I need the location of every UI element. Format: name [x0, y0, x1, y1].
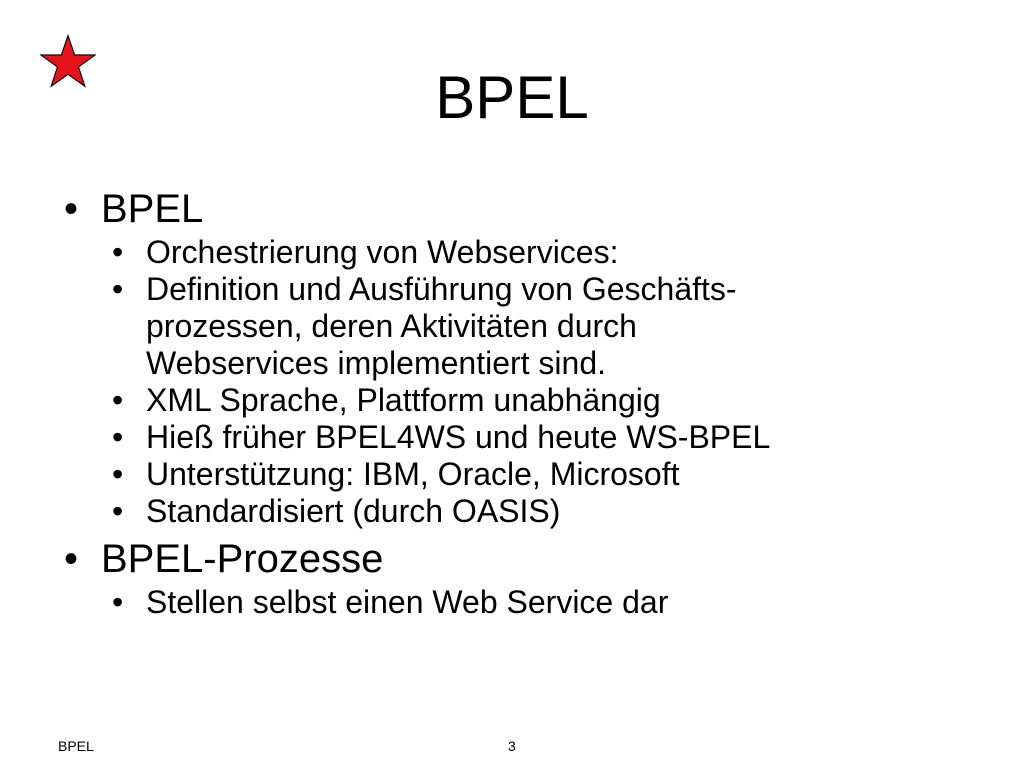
list-item-text: Orchestrierung von Webservices: [146, 234, 619, 270]
page-number: 3 [508, 738, 516, 754]
list-item [112, 271, 964, 382]
bullet-level1-bpel-prozesse [64, 534, 964, 584]
list-item [112, 382, 964, 419]
list-item-text-line: Webservices implementiert sind. [146, 345, 607, 381]
list-item-text: XML Sprache, Plattform unabhängig [146, 382, 661, 418]
bullet-level1-bpel [64, 184, 964, 234]
bullet-dot: • [64, 187, 79, 231]
list-item-text: Standardisiert (durch OASIS) [146, 493, 561, 529]
bullet-dot: • [112, 419, 124, 455]
list-item [112, 493, 964, 530]
bullet-dot: • [112, 382, 124, 418]
footer-label: BPEL [58, 738, 94, 754]
list-item-text-line: Definition und Ausführung von Geschäfts- [146, 271, 737, 307]
bullet-dot: • [112, 456, 124, 492]
bullet-dot: • [112, 584, 124, 620]
list-item [112, 234, 964, 271]
slide-title: BPEL [435, 64, 589, 131]
bullet-dot: • [112, 493, 124, 529]
list-item [112, 456, 964, 493]
list-item-text: Stellen selbst einen Web Service dar [146, 584, 669, 620]
bullet-dot: • [112, 271, 124, 307]
list-item [112, 584, 964, 621]
bullet-dot: • [64, 537, 79, 581]
sublist-bpel-prozesse [112, 584, 964, 621]
sublist-bpel [112, 234, 964, 530]
section-heading: BPEL-Prozesse [101, 537, 384, 581]
list-item-text: Hieß früher BPEL4WS und heute WS-BPEL [146, 419, 771, 455]
list-item [112, 419, 964, 456]
list-item-text: Unterstützung: IBM, Oracle, Microsoft [146, 456, 680, 492]
section-heading: BPEL [101, 187, 204, 231]
bullet-dot: • [112, 234, 124, 270]
slide-content [64, 184, 964, 621]
list-item-text-line: prozessen, deren Aktivitäten durch [146, 308, 637, 344]
